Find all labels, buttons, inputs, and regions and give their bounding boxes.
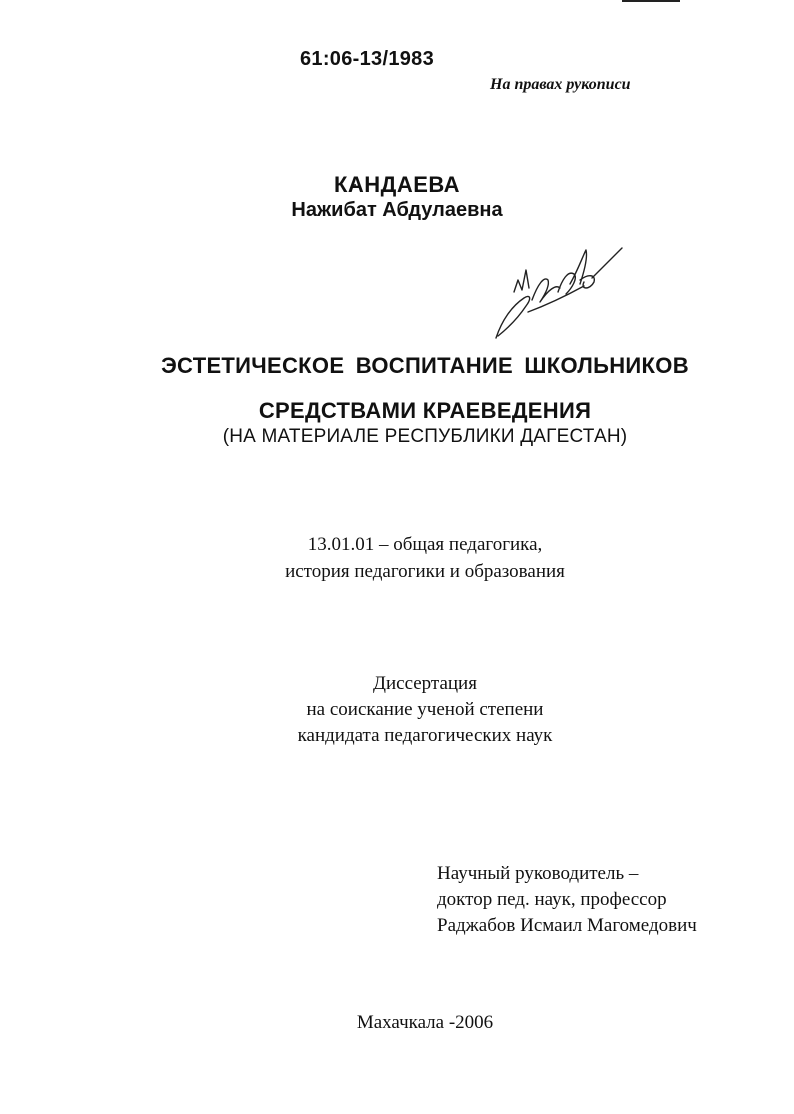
rights-note: На правах рукописи xyxy=(490,76,631,93)
thesis-subtitle: (НА МАТЕРИАЛЕ РЕСПУБЛИКИ ДАГЕСТАН) xyxy=(222,426,628,447)
author-name: Нажибат Абдулаевна xyxy=(291,199,503,221)
dissertation-block xyxy=(0,671,794,749)
dissertation-line-1: Диссертация xyxy=(373,673,477,694)
signature-stroke-3 xyxy=(532,279,560,302)
signature-stroke-5 xyxy=(570,250,587,284)
dissertation-line-3: кандидата педагогических наук xyxy=(297,725,553,746)
advisor-block xyxy=(437,861,697,939)
advisor-line-1: Научный руководитель – xyxy=(437,863,639,884)
specialty-block xyxy=(0,531,794,585)
signature-stroke-1 xyxy=(496,296,530,338)
place-year: Махачкала -2006 xyxy=(356,1012,494,1033)
thesis-title-line-1: ЭСТЕТИЧЕСКОЕ ВОСПИТАНИЕ ШКОЛЬНИКОВ xyxy=(161,353,689,378)
specialty-line-1: 13.01.01 – общая педагогика, xyxy=(307,534,543,555)
advisor-line-3: Раджабов Исмаил Магомедович xyxy=(437,915,697,936)
scan-top-line xyxy=(622,0,680,2)
signature-stroke-2 xyxy=(514,270,529,292)
advisor-line-2: доктор пед. наук, профессор xyxy=(437,889,667,910)
specialty-line-2: история педагогики и образования xyxy=(285,561,565,582)
signature-stroke-7 xyxy=(592,248,622,278)
author-surname: КАНДАЕВА xyxy=(333,172,461,197)
signature-stroke-4 xyxy=(558,273,575,294)
registry-code: 61:06-13/1983 xyxy=(300,48,435,70)
dissertation-line-2: на соискание ученой степени xyxy=(306,699,544,720)
author-signature xyxy=(488,240,628,345)
thesis-title-line-2: СРЕДСТВАМИ КРАЕВЕДЕНИЯ xyxy=(258,398,592,423)
